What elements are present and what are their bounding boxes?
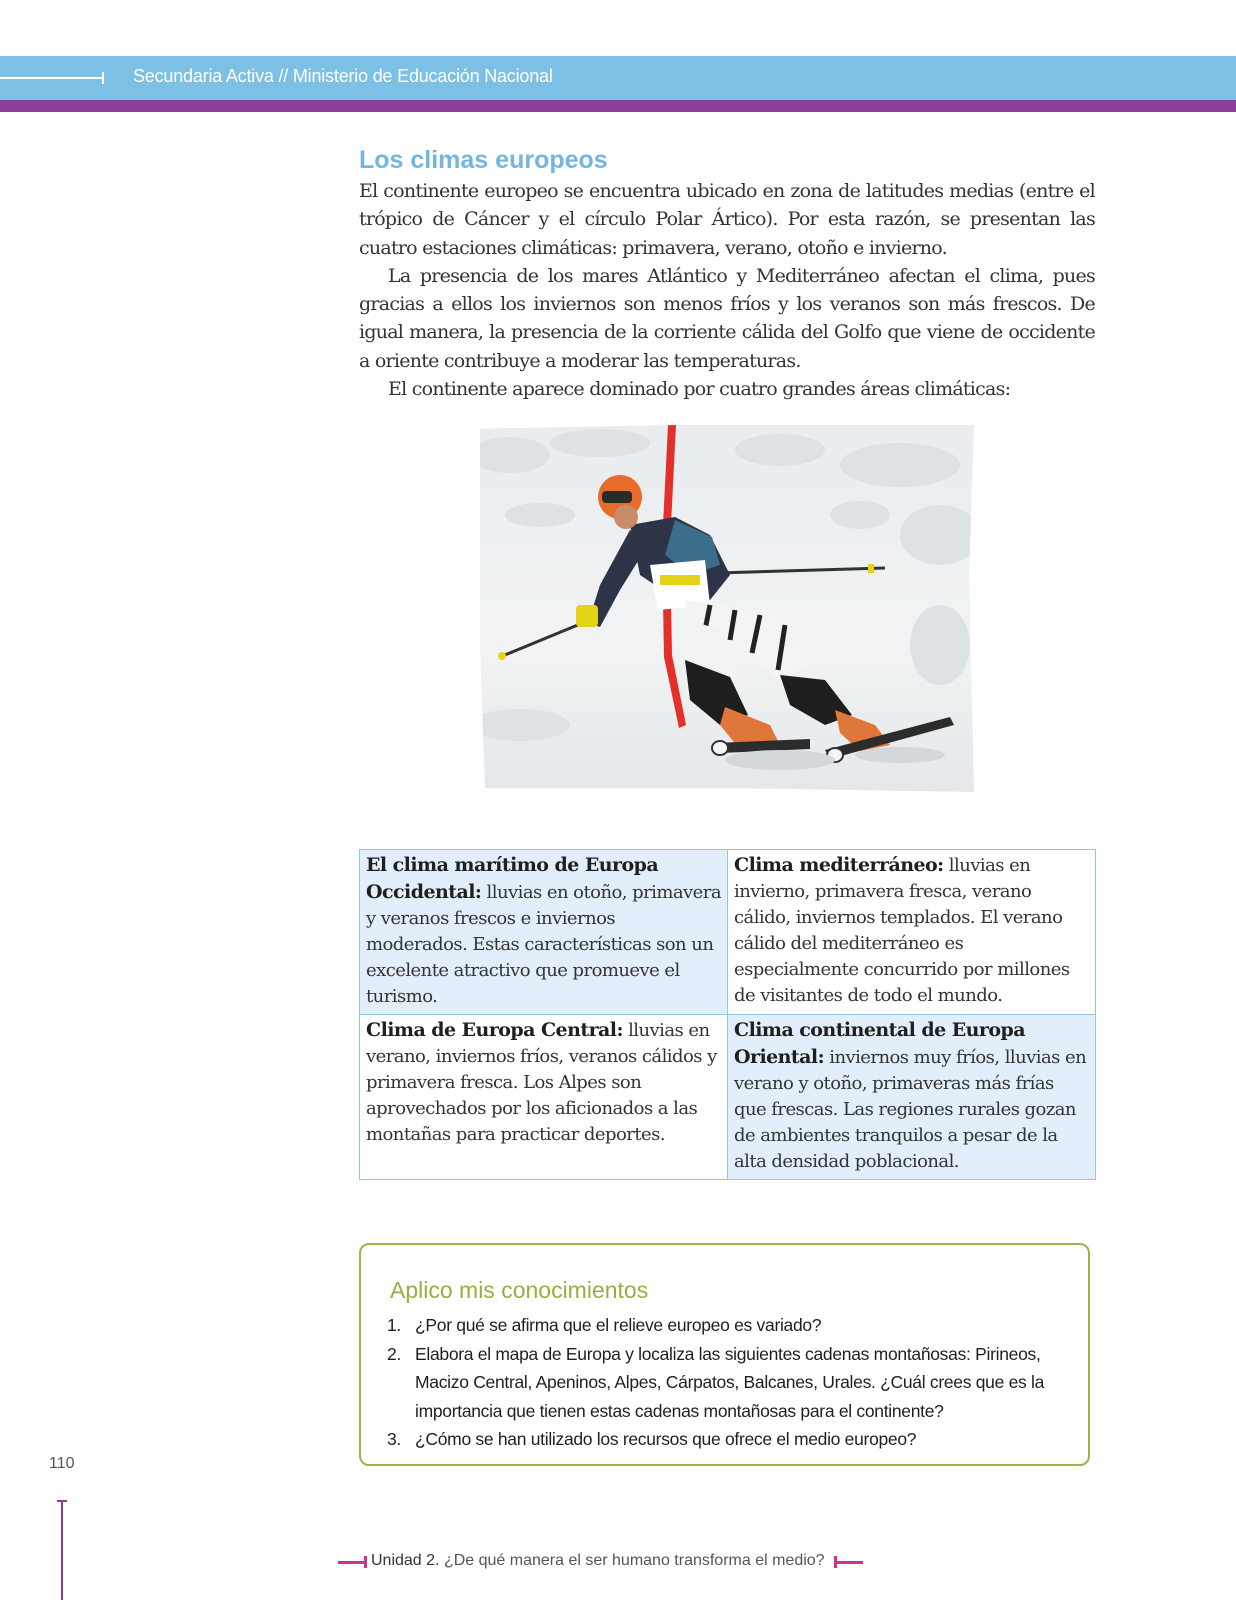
climate-cell-occidental xyxy=(360,850,728,1015)
item-text: Elabora el mapa de Europa y localiza las siguientes cadenas montañosas: Pirineos, Macizo Central, Apeninos, Alpes, Cárpatos, Balcanes, Urales. ¿Cuál crees que es la importancia que tienen estas cadenas montañosas para el continente? xyxy=(415,1343,1045,1421)
item-number: 2. xyxy=(387,1343,401,1364)
paragraph: El continente aparece dominado por cuatro grandes áreas climáticas: xyxy=(388,378,1011,401)
header-stripe xyxy=(0,100,1236,112)
activity-title: Aplico mis conocimientos xyxy=(390,1277,649,1303)
climate-cell-central xyxy=(360,1015,728,1180)
skier-photo xyxy=(480,425,974,792)
climate-term: El clima marítimo de Europa Occidental: xyxy=(366,854,659,903)
climate-description: lluvias en otoño, primavera y veranos frescos e inviernos moderados. Estas características son un excelente atractivo que promueve el turismo. xyxy=(366,882,722,1007)
paragraph: La presencia de los mares Atlántico y Mediterráneo afectan el clima, pues gracias a ellos los inviernos son menos fríos y los veranos son más frescos. De igual manera, la presencia de la corriente cálida del Golfo que viene de occidente a oriente contribuye a moderar las temperaturas. xyxy=(359,264,1095,372)
page-number: 110 xyxy=(49,1455,75,1472)
item-number: 3. xyxy=(387,1429,401,1449)
footer-bar-left xyxy=(338,1561,364,1564)
footer xyxy=(338,1550,868,1574)
footer-unit: Unidad 2. xyxy=(371,1552,440,1569)
footer-text xyxy=(371,1552,825,1570)
header-rule-tick xyxy=(102,72,104,84)
climate-term: Clima de Europa Central: xyxy=(366,1019,623,1041)
body-text xyxy=(359,177,1095,403)
footer-bar-left-tick xyxy=(364,1556,367,1568)
list-item xyxy=(387,1311,1077,1340)
item-number: 1. xyxy=(387,1315,401,1335)
climate-description: lluvias en verano, inviernos fríos, veranos cálidos y primavera fresca. Los Alpes son aprovechados por los aficionados a las montañas para practicar deportes. xyxy=(366,1020,717,1145)
running-title: Secundaria Activa // Ministerio de Educación Nacional xyxy=(133,66,553,86)
climate-table xyxy=(359,849,1096,1180)
list-item xyxy=(387,1340,1077,1426)
footer-bar-right xyxy=(837,1561,863,1564)
item-text: ¿Por qué se afirma que el relieve europeo es variado? xyxy=(415,1315,822,1335)
footer-question: ¿De qué manera el ser humano transforma el medio? xyxy=(439,1552,825,1569)
section-title: Los climas europeos xyxy=(359,146,608,174)
list-item xyxy=(387,1425,1077,1454)
climate-description: lluvias en invierno, primavera fresca, verano cálido, inviernos templados. El verano cálido del mediterráneo es especialmente concurrido por millones de visitantes de todo el mundo. xyxy=(734,855,1070,1006)
item-text: ¿Cómo se han utilizado los recursos que ofrece el medio europeo? xyxy=(415,1429,917,1449)
header-rule xyxy=(0,77,104,79)
climate-term: Clima continental de Europa Oriental: xyxy=(734,1019,1025,1068)
climate-cell-mediterraneo xyxy=(728,850,1096,1015)
margin-rule xyxy=(61,1500,63,1600)
climate-description: inviernos muy fríos, lluvias en verano y otoño, primaveras más frías que frescas. Las regiones rurales gozan de ambientes tranquilos a pesar de la alta densidad poblacional. xyxy=(734,1047,1087,1172)
paragraph: El continente europeo se encuentra ubicado en zona de latitudes medias (entre el trópico de Cáncer y el círculo Polar Ártico). Por esta razón, se presentan las cuatro estaciones climáticas: primavera, verano, otoño e invierno. xyxy=(359,180,1095,259)
climate-term: Clima mediterráneo: xyxy=(734,854,944,876)
activity-list xyxy=(387,1311,1077,1454)
climate-cell-oriental xyxy=(728,1015,1096,1180)
activity-box xyxy=(359,1243,1090,1466)
